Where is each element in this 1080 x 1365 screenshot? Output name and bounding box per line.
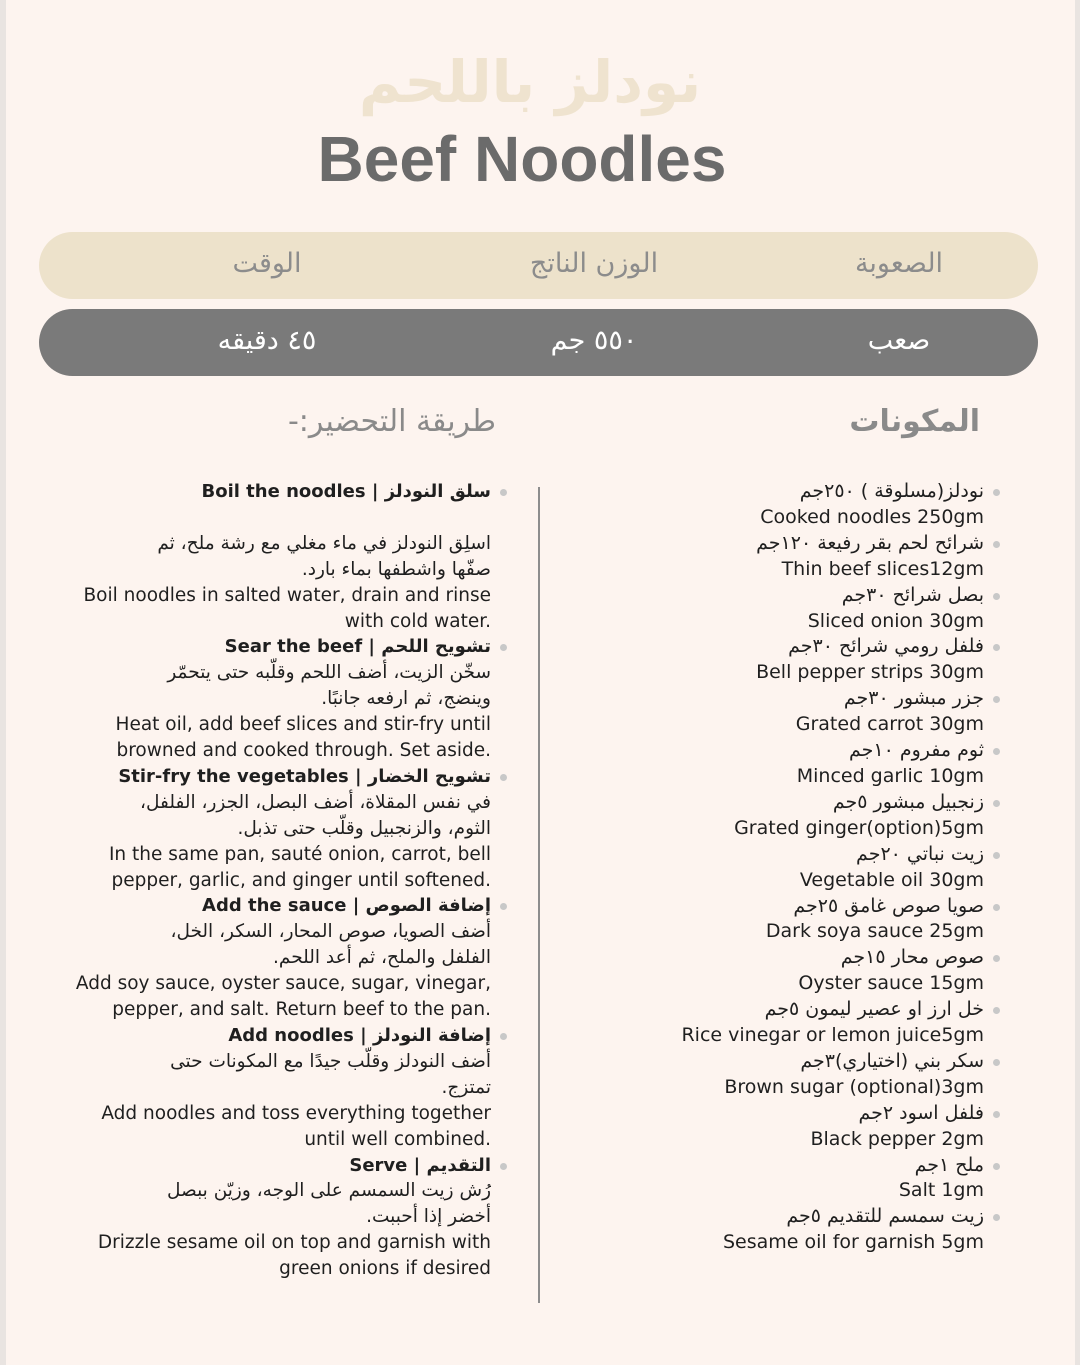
- yield-label: الوزن الناتج: [529, 248, 659, 279]
- ingredient-item: [600, 842, 984, 894]
- column-divider: [538, 487, 540, 1303]
- ingredient-arabic: فلفل اسود ٢جم: [858, 1101, 984, 1124]
- ingredient-english: Sliced onion 30gm: [807, 609, 984, 632]
- ingredient-item: [600, 1153, 984, 1205]
- ingredient-english: Bell pepper strips 30gm: [756, 661, 984, 684]
- title-arabic: نودلز باللحم: [358, 48, 702, 116]
- step-english-line: Drizzle sesame oil on top and garnish with: [97, 1232, 491, 1254]
- ingredient-arabic: خل ارز او عصير ليمون ٥جم: [764, 998, 984, 1021]
- ingredient-arabic: بصل شرائح ٣٠جم: [841, 583, 984, 606]
- ingredient-item: [600, 790, 984, 842]
- bullet-icon: [500, 774, 507, 781]
- step-english-line: Add soy sauce, oyster sauce, sugar, vinegar,: [75, 973, 491, 995]
- ingredient-english: Brown sugar (optional)3gm: [724, 1075, 984, 1098]
- bullet-icon: [993, 748, 1000, 755]
- bullet-icon: [993, 593, 1000, 600]
- step-arabic-line: في نفس المقلاة، أضف البصل، الجزر، الفلفل،: [140, 791, 491, 813]
- step-arabic-line: وينضج، ثم ارفعه جانبًا.: [321, 688, 491, 710]
- info-values-bar: [39, 309, 1038, 376]
- step-item: [70, 1153, 491, 1283]
- ingredient-english: Vegetable oil 30gm: [799, 868, 984, 891]
- step-english-line: Add noodles and toss everything together: [101, 1102, 491, 1124]
- ingredient-arabic: زنجبيل مبشور ٥جم: [832, 790, 984, 813]
- step-arabic-line: الفلفل والملح، ثم أعد اللحم.: [273, 947, 491, 969]
- step-english-line: with cold water.: [344, 610, 491, 632]
- ingredient-item: [600, 945, 984, 997]
- step-arabic-line: الثوم، والزنجبيل وقلّب حتى تذبل.: [237, 817, 491, 839]
- yield-value: ٥٥٠ جم: [550, 325, 638, 356]
- bullet-icon: [500, 489, 507, 496]
- ingredient-arabic: جزر مبشور ٣٠جم: [843, 687, 984, 710]
- ingredient-english: Black pepper 2gm: [810, 1127, 984, 1150]
- ingredients-heading: المكونات: [849, 404, 980, 439]
- ingredient-arabic: صوص محار ١٥جم: [840, 946, 984, 969]
- step-title: تشويح اللحم | Sear the beef: [224, 636, 491, 658]
- step-title: سلق النودلز | Boil the noodles: [201, 481, 491, 502]
- bullet-icon: [993, 955, 1000, 962]
- step-english-line: pepper, garlic, and ginger until softened.: [111, 869, 491, 891]
- ingredient-item: [600, 738, 984, 790]
- ingredient-item: [600, 479, 984, 531]
- ingredient-item: [600, 1049, 984, 1101]
- ingredient-item: [600, 997, 984, 1049]
- title-english: Beef Noodles: [317, 123, 727, 195]
- bullet-icon: [500, 903, 507, 910]
- bullet-icon: [500, 1033, 507, 1040]
- step-arabic-line: سخّن الزيت، أضف اللحم وقلّبه حتى يتحمّر: [167, 662, 491, 684]
- bullet-icon: [993, 800, 1000, 807]
- ingredient-arabic: فلفل رومي شرائح ٣٠جم: [788, 635, 984, 658]
- preparation-steps: [70, 479, 491, 1282]
- ingredient-arabic: نودلز(مسلوقة ) ٢٥٠جم: [799, 480, 984, 502]
- ingredient-english: Salt 1gm: [898, 1179, 984, 1202]
- ingredient-english: Oyster sauce 15gm: [798, 972, 984, 995]
- ingredient-english: Grated carrot 30gm: [795, 713, 984, 736]
- step-arabic-line: صفّها واشطفها بماء بارد.: [301, 558, 491, 580]
- step-item: [70, 479, 491, 634]
- ingredient-english: Minced garlic 10gm: [796, 764, 984, 787]
- bullet-icon: [500, 644, 507, 651]
- step-arabic-line: أخضر إذا أحببت.: [366, 1206, 491, 1228]
- step-arabic-line: أضف الصويا، صوص المحار، السكر، الخل،: [170, 921, 491, 943]
- bullet-icon: [993, 1059, 1000, 1066]
- step-item: [70, 634, 491, 764]
- ingredient-arabic: ملح ١جم: [914, 1153, 984, 1176]
- ingredients-list: [600, 479, 984, 1256]
- ingredient-english: Cooked noodles 250gm: [760, 505, 984, 528]
- ingredient-english: Sesame oil for garnish 5gm: [722, 1231, 984, 1254]
- step-arabic-line: أضف النودلز وقلّب جيدًا مع المكونات حتى: [170, 1050, 491, 1072]
- bullet-icon: [993, 644, 1000, 651]
- step-english-line: Boil noodles in salted water, drain and rinse: [83, 584, 491, 606]
- right-edge: [1075, 0, 1080, 1365]
- step-arabic-line: رُش زيت السمسم على الوجه، وزيّن ببصل: [167, 1180, 491, 1202]
- info-labels-bar: [39, 232, 1038, 299]
- difficulty-label: الصعوبة: [854, 248, 944, 279]
- step-english-line: until well combined.: [304, 1128, 491, 1150]
- ingredient-english: Grated ginger(option)5gm: [734, 816, 984, 839]
- ingredient-english: Thin beef slices12gm: [781, 557, 984, 580]
- step-english-line: green onions if desired: [279, 1258, 491, 1280]
- step-english-line: Heat oil, add beef slices and stir-fry until: [115, 714, 491, 736]
- time-label: الوقت: [232, 248, 302, 279]
- ingredient-item: [600, 1101, 984, 1153]
- bullet-icon: [993, 541, 1000, 548]
- bullet-icon: [993, 1111, 1000, 1118]
- step-arabic-line: اسلِق النودلز في ماء مغلي مع رشة ملح، ثم: [157, 532, 491, 554]
- ingredient-arabic: زيت سمسم للتقديم ٥جم: [786, 1205, 984, 1228]
- step-item: [70, 893, 491, 1023]
- preparation-heading: طريقة التحضير:-: [287, 404, 496, 439]
- step-title: التقديم | Serve: [349, 1154, 491, 1176]
- ingredient-arabic: زيت نباتي ٢٠جم: [856, 842, 984, 865]
- step-item: [70, 1023, 491, 1153]
- bullet-icon: [993, 1163, 1000, 1170]
- step-arabic-line: تمتزج.: [441, 1076, 491, 1098]
- step-title: تشويح الخضار | Stir-fry the vegetables: [118, 765, 491, 787]
- ingredient-arabic: سكر بني (اختياري)٣جم: [800, 1049, 984, 1072]
- bullet-icon: [993, 904, 1000, 911]
- step-english-line: In the same pan, sauté onion, carrot, bell: [108, 843, 491, 865]
- difficulty-value: صعب: [867, 325, 931, 356]
- bullet-icon: [500, 1163, 507, 1170]
- bullet-icon: [993, 489, 1000, 496]
- bullet-icon: [993, 1007, 1000, 1014]
- ingredient-english: Dark soya sauce 25gm: [765, 920, 984, 943]
- step-english-line: pepper, and salt. Return beef to the pan.: [112, 999, 491, 1021]
- ingredient-item: [600, 1204, 984, 1256]
- spacer: [70, 505, 491, 531]
- step-title: إضافة الصوص | Add the sauce: [202, 895, 491, 917]
- ingredient-arabic: صويا صوص غامق ٢٥جم: [793, 894, 984, 917]
- step-item: [70, 764, 491, 894]
- bullet-icon: [993, 696, 1000, 703]
- ingredient-item: [600, 531, 984, 583]
- ingredient-item: [600, 894, 984, 946]
- ingredient-item: [600, 634, 984, 686]
- ingredient-item: [600, 583, 984, 635]
- step-english-line: browned and cooked through. Set aside.: [116, 740, 491, 762]
- ingredient-item: [600, 686, 984, 738]
- ingredient-arabic: ثوم مفروم ١٠جم: [849, 739, 984, 762]
- ingredient-english: Rice vinegar or lemon juice5gm: [681, 1024, 984, 1047]
- time-value: ٤٥ دقيقه: [217, 325, 317, 356]
- left-edge: [0, 0, 6, 1365]
- bullet-icon: [993, 852, 1000, 859]
- ingredient-arabic: شرائح لحم بقر رفيعة ١٢٠جم: [756, 531, 984, 554]
- step-title: إضافة النودلز | Add noodles: [228, 1025, 491, 1047]
- bullet-icon: [993, 1214, 1000, 1221]
